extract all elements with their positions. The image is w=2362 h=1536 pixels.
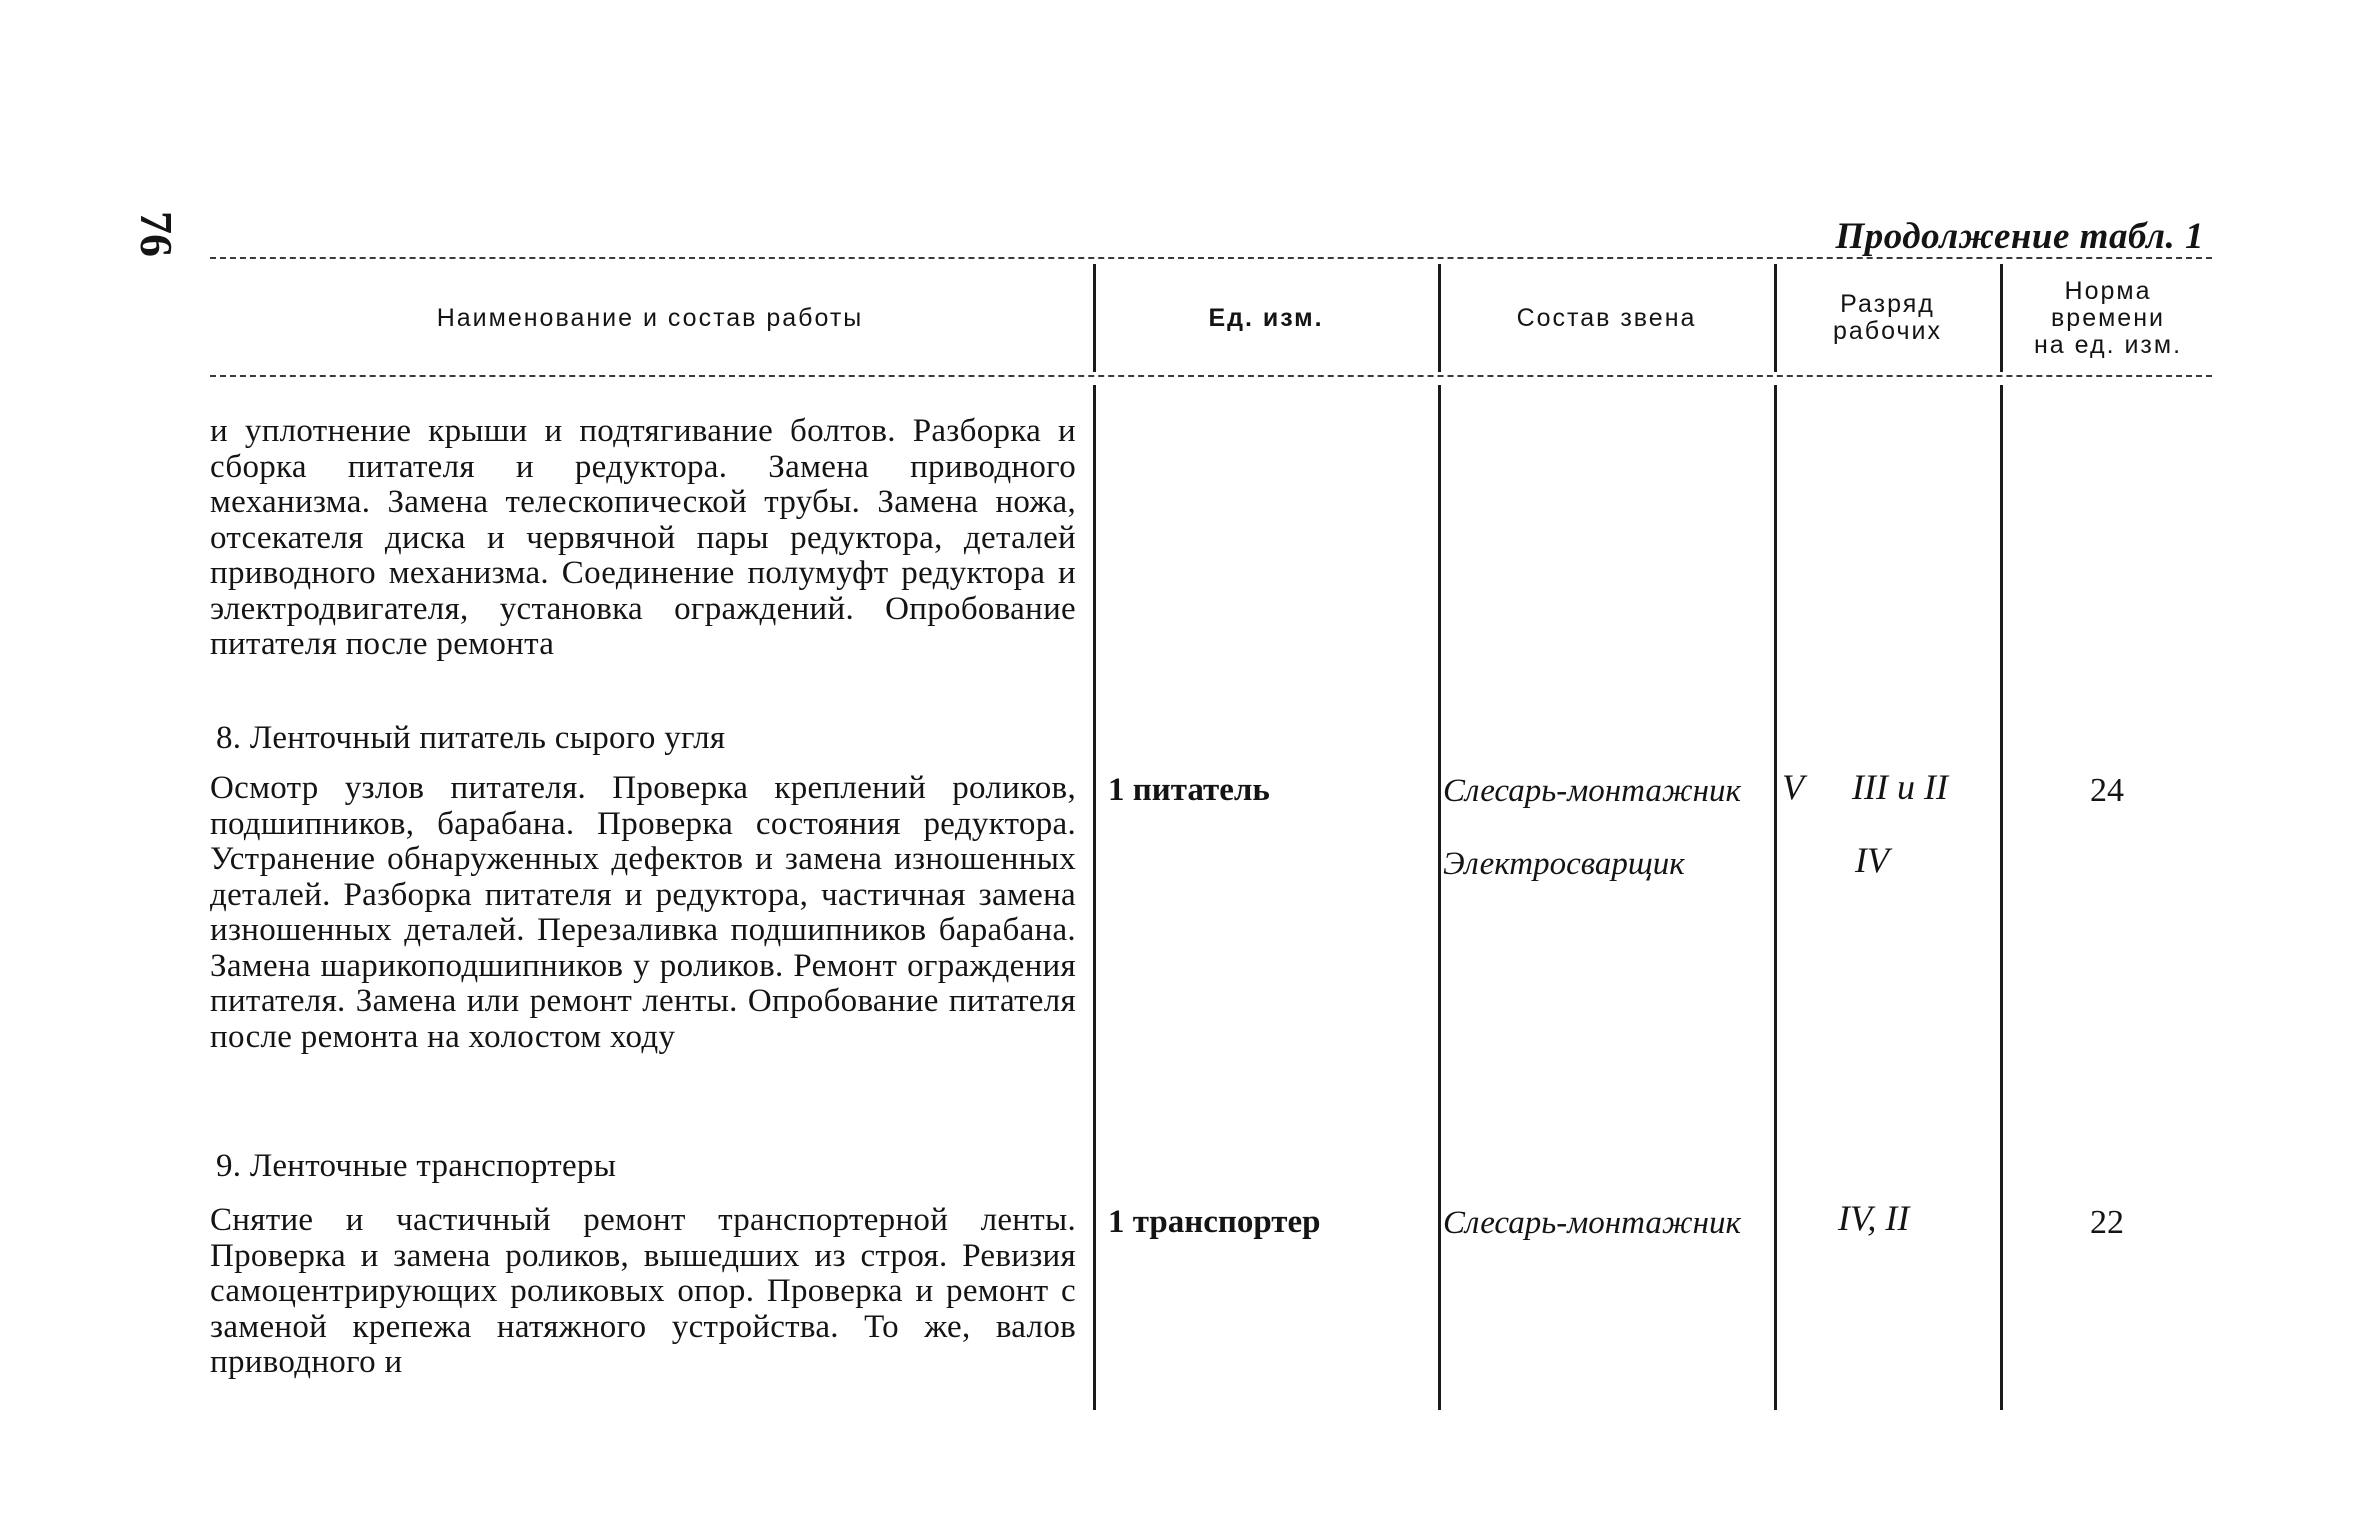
rule-top	[210, 257, 2212, 259]
header-grade	[1777, 264, 1998, 372]
row-8-unit: 1 питатель	[1108, 772, 1270, 808]
row-9-norm: 22	[2090, 1204, 2124, 1241]
page-number: 76	[131, 211, 182, 257]
row-9-description: Снятие и частичный ремонт транспортерной ленты. Проверка и замена роликов, вышедших из строя. Ревизия самоцентрирующих роликовых опор. Проверка и ремонт с заменой крепежа натяжного устройства. То же, валов приводного и	[210, 1202, 1076, 1380]
row-9-unit: 1 транспортер	[1108, 1204, 1321, 1240]
header-unit-label: Ед. изм.	[1208, 303, 1324, 332]
row-8-crew-2: Электросварщик	[1443, 846, 1685, 882]
header-crew-label: Состав звена	[1516, 303, 1697, 332]
column-divider	[1438, 385, 1441, 1410]
column-divider	[2000, 385, 2003, 1410]
row-9-grade-1: IV, II	[1838, 1198, 1910, 1238]
header-unit	[1096, 264, 1436, 372]
row-8-description: Осмотр узлов питателя. Проверка креплений роликов, подшипников, барабана. Проверка состояния редуктора. Устранение обнаруженных дефектов и замена изношенных деталей. Разборка питателя и редуктора, частичная замена изношенных деталей. Перезаливка подшипников барабана. Замена шарикоподшипников у роликов. Ремонт ограждения питателя. Замена или ремонт ленты. Опробование питателя после ремонта на холостом ходу	[210, 770, 1076, 1055]
header-name	[210, 264, 1090, 372]
row-8-grade-2: IV	[1855, 840, 1889, 880]
row-9-crew-1: Слесарь-монтажник	[1443, 1205, 1741, 1241]
row-8-crew-1: Слесарь-монтажник	[1443, 773, 1741, 809]
header-name-label: Наименование и состав работы	[436, 303, 864, 332]
rule-header-bottom	[210, 375, 2212, 377]
row-8-norm: 24	[2090, 772, 2124, 809]
header-norm-label: Норма времени на ед. изм.	[2033, 276, 2183, 359]
continuation-caption: Продолжение табл. 1	[1835, 216, 2204, 257]
header-norm	[2003, 264, 2213, 372]
header-crew	[1441, 264, 1772, 372]
row-8-title: 8. Ленточный питатель сырого угля	[216, 720, 726, 756]
row-9-title: 9. Ленточные транспортеры	[216, 1148, 617, 1184]
column-divider	[1093, 385, 1096, 1410]
continued-description: и уплотнение крыши и подтягивание болтов. Разборка и сборка питателя и редуктора. Замена приводного механизма. Замена телескопической трубы. Замена ножа, отсекателя диска и червячной пары редуктора, деталей приводного механизма. Соединение полумуфт редуктора и электродвигателя, установка ограждений. Опробование питателя после ремонта	[210, 413, 1076, 662]
header-grade-label: Разряд рабочих	[1833, 290, 1942, 345]
column-divider	[1774, 385, 1777, 1410]
row-8-grade-1: V	[1782, 767, 1804, 807]
row-8-grade-1b: III и II	[1852, 767, 1948, 807]
